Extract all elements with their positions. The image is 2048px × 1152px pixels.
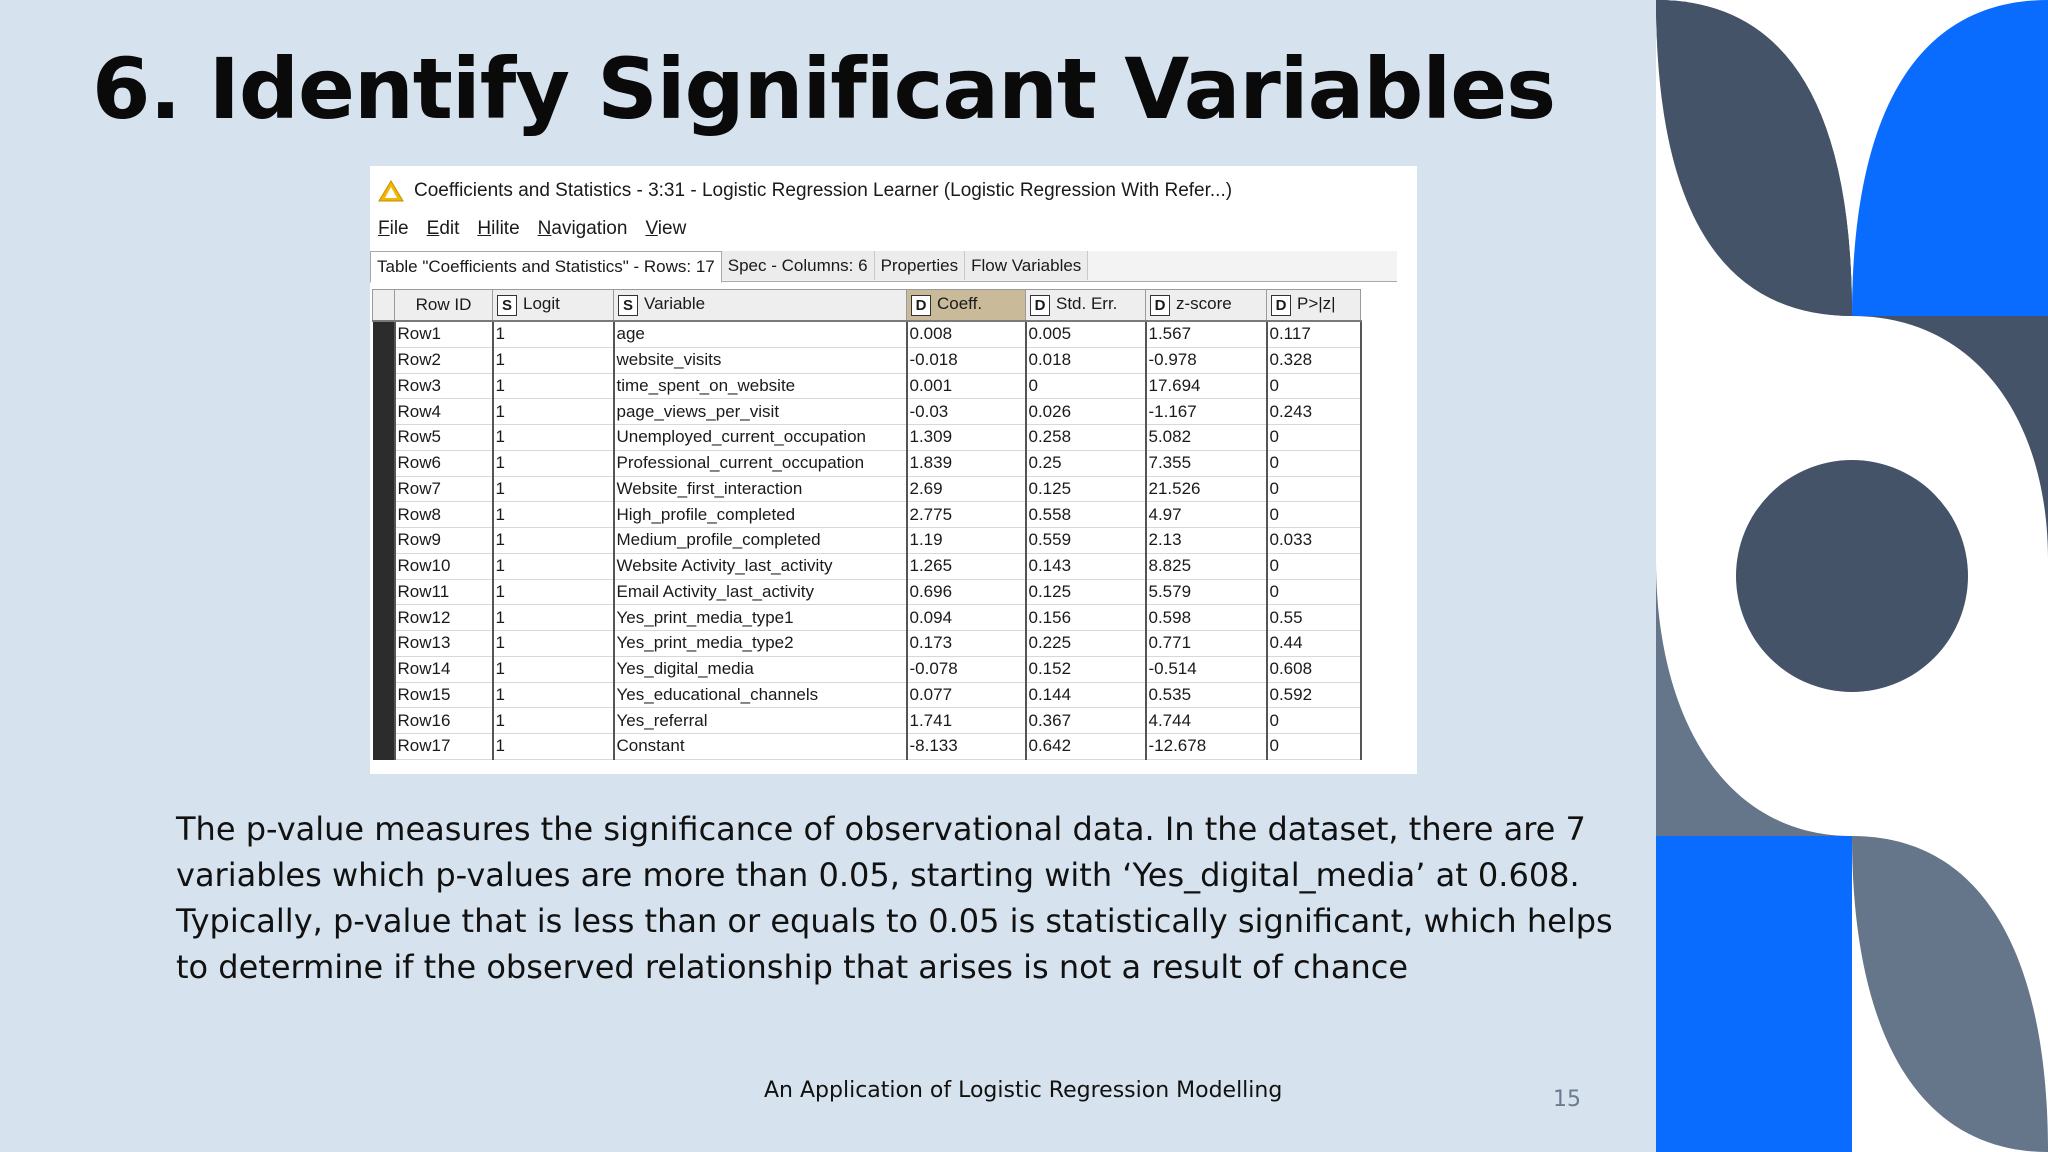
table-cell: Email Activity_last_activity <box>614 579 907 605</box>
table-cell: 0.243 <box>1267 399 1361 425</box>
table-cell: 1 <box>493 656 614 682</box>
table-cell: 0.367 <box>1026 708 1146 734</box>
table-row[interactable] <box>373 605 1361 631</box>
table-row[interactable] <box>373 450 1361 476</box>
table-cell: Unemployed_current_occupation <box>614 425 907 451</box>
table-row[interactable] <box>373 528 1361 554</box>
table-cell: 1 <box>493 373 614 399</box>
table-cell: 0 <box>1267 579 1361 605</box>
table-cell: 0.077 <box>907 682 1026 708</box>
table-cell: Row6 <box>395 450 493 476</box>
table-cell: 0.558 <box>1026 502 1146 528</box>
column-header-1[interactable] <box>493 290 614 322</box>
table-cell: 1 <box>493 579 614 605</box>
column-header-6[interactable] <box>1267 290 1361 322</box>
table-cell: 0 <box>1267 373 1361 399</box>
row-handle <box>373 631 395 657</box>
table-cell: 0.258 <box>1026 425 1146 451</box>
table-cell: 0.771 <box>1146 631 1267 657</box>
table-header <box>373 290 1361 322</box>
table-cell: -0.018 <box>907 347 1026 373</box>
table-cell: 0.125 <box>1026 579 1146 605</box>
table-cell: 0.608 <box>1267 656 1361 682</box>
row-handle <box>373 450 395 476</box>
menu-mnemonic: E <box>426 218 440 239</box>
table-cell: website_visits <box>614 347 907 373</box>
row-handle <box>373 321 395 347</box>
table-cell: 0.033 <box>1267 528 1361 554</box>
warning-icon <box>378 180 404 202</box>
table-cell: 1 <box>493 528 614 554</box>
table-cell: 0.008 <box>907 321 1026 347</box>
column-type-badge: D <box>1030 295 1050 316</box>
column-type-badge: D <box>1271 295 1291 316</box>
footer-text: An Application of Logistic Regression Modelling <box>764 1078 1283 1103</box>
column-type-badge: S <box>497 295 517 316</box>
table-cell: Row7 <box>395 476 493 502</box>
table-cell: 17.694 <box>1146 373 1267 399</box>
row-handle <box>373 734 395 760</box>
table-cell: 1 <box>493 425 614 451</box>
deco-dark-shape-top <box>1656 0 1852 316</box>
row-handle <box>373 605 395 631</box>
table-cell: 0 <box>1267 425 1361 451</box>
table-row[interactable] <box>373 399 1361 425</box>
column-header-3[interactable] <box>907 290 1026 322</box>
table-cell: 1 <box>493 631 614 657</box>
column-type-badge: D <box>1150 295 1170 316</box>
table-cell: page_views_per_visit <box>614 399 907 425</box>
table-cell: Row3 <box>395 373 493 399</box>
table-cell: 0.125 <box>1026 476 1146 502</box>
table-cell: 1.309 <box>907 425 1026 451</box>
row-handle <box>373 553 395 579</box>
menu-label: avigation <box>551 218 628 239</box>
menu-item-view[interactable] <box>645 218 686 240</box>
table-row[interactable] <box>373 708 1361 734</box>
table-cell: 1 <box>493 476 614 502</box>
table-cell: Row10 <box>395 553 493 579</box>
row-handle <box>373 708 395 734</box>
table-cell: 0.156 <box>1026 605 1146 631</box>
table-cell: Yes_digital_media <box>614 656 907 682</box>
column-header-0[interactable] <box>395 290 493 322</box>
column-label: P>|z| <box>1297 294 1336 314</box>
table-cell: -1.167 <box>1146 399 1267 425</box>
table-cell: Row4 <box>395 399 493 425</box>
column-type-badge: S <box>618 295 638 316</box>
table-row[interactable] <box>373 656 1361 682</box>
table-cell: 5.579 <box>1146 579 1267 605</box>
slide-title: 6. Identify Significant Variables <box>92 40 1556 138</box>
table-cell: 2.69 <box>907 476 1026 502</box>
table-cell: 1 <box>493 347 614 373</box>
table-cell: 0.001 <box>907 373 1026 399</box>
table-cell: Row14 <box>395 656 493 682</box>
table-view-window <box>370 166 1417 774</box>
menu-item-file[interactable] <box>378 218 409 240</box>
table-cell: Row13 <box>395 631 493 657</box>
header-corner <box>373 290 395 322</box>
table-cell: 0.144 <box>1026 682 1146 708</box>
table-cell: Row2 <box>395 347 493 373</box>
table-cell: 0.55 <box>1267 605 1361 631</box>
menu-label: dit <box>439 218 460 239</box>
body-paragraph: The p-value measures the significance of observational data. In the dataset, there are 7 variables which p-values are more than 0.05, starting with ‘Yes_digital_media’ at 0.608. Typically, p-value that is less than or equals to 0.05 is statistically significant, which helps to determine if the observed relationship that arises is not a result of chance <box>176 810 1613 986</box>
column-label: Std. Err. <box>1056 294 1118 314</box>
tab-1[interactable]: Spec - Columns: 6 <box>722 251 875 280</box>
window-title-bar <box>378 178 1232 204</box>
table-cell: -0.514 <box>1146 656 1267 682</box>
deco-grey-shape-bottom <box>1852 836 2048 1152</box>
table-cell: 0.328 <box>1267 347 1361 373</box>
deco-dark-circle <box>1736 460 1968 692</box>
table-cell: 2.775 <box>907 502 1026 528</box>
row-handle <box>373 502 395 528</box>
row-handle <box>373 682 395 708</box>
deco-blue-shape-top <box>1852 0 2048 316</box>
table-row[interactable] <box>373 682 1361 708</box>
table-row[interactable] <box>373 502 1361 528</box>
table-cell: 0 <box>1267 502 1361 528</box>
column-header-4[interactable] <box>1026 290 1146 322</box>
table-cell: Medium_profile_completed <box>614 528 907 554</box>
menu-mnemonic: N <box>537 218 552 239</box>
row-handle <box>373 425 395 451</box>
tab-0[interactable]: Table "Coefficients and Statistics" - Rows: 17 <box>370 251 722 283</box>
column-type-badge: D <box>911 295 931 316</box>
row-handle <box>373 579 395 605</box>
table-cell: 1 <box>493 682 614 708</box>
table-cell: 1.19 <box>907 528 1026 554</box>
table-cell: Row16 <box>395 708 493 734</box>
table-cell: 1 <box>493 708 614 734</box>
table-cell: -0.978 <box>1146 347 1267 373</box>
page-number: 15 <box>1553 1087 1581 1112</box>
column-label: Logit <box>523 294 560 314</box>
column-header-2[interactable] <box>614 290 907 322</box>
table-cell: 8.825 <box>1146 553 1267 579</box>
table-cell: 7.355 <box>1146 450 1267 476</box>
row-handle <box>373 347 395 373</box>
table-row[interactable] <box>373 425 1361 451</box>
table-cell: -0.078 <box>907 656 1026 682</box>
column-label: Variable <box>644 294 706 314</box>
table-cell: High_profile_completed <box>614 502 907 528</box>
menu-bar <box>378 218 704 240</box>
table-cell: 1 <box>493 399 614 425</box>
table-cell: Row11 <box>395 579 493 605</box>
row-handle <box>373 528 395 554</box>
table-cell: 0 <box>1267 450 1361 476</box>
table-cell: 1 <box>493 605 614 631</box>
row-handle <box>373 476 395 502</box>
table-cell: 0.152 <box>1026 656 1146 682</box>
table-cell: time_spent_on_website <box>614 373 907 399</box>
column-label: Coeff. <box>937 294 983 314</box>
menu-item-navigation[interactable] <box>538 218 628 240</box>
table-cell: 0.642 <box>1026 734 1146 760</box>
table-cell: 0 <box>1267 708 1361 734</box>
table-cell: 1 <box>493 734 614 760</box>
table-cell: 0.117 <box>1267 321 1361 347</box>
table-cell: Constant <box>614 734 907 760</box>
table-cell: Yes_referral <box>614 708 907 734</box>
column-header-5[interactable] <box>1146 290 1267 322</box>
row-handle <box>373 373 395 399</box>
column-label: Row ID <box>415 295 472 314</box>
table-cell: Row12 <box>395 605 493 631</box>
row-handle <box>373 399 395 425</box>
table-row[interactable] <box>373 347 1361 373</box>
table-cell: age <box>614 321 907 347</box>
menu-label: ilite <box>491 218 520 239</box>
table-cell: 0 <box>1026 373 1146 399</box>
table-cell: 1 <box>493 502 614 528</box>
decorative-panel <box>1656 0 2048 1152</box>
table-cell: Yes_print_media_type2 <box>614 631 907 657</box>
table-cell: 0.026 <box>1026 399 1146 425</box>
table-cell: Row17 <box>395 734 493 760</box>
table-cell: 0.535 <box>1146 682 1267 708</box>
menu-item-edit[interactable] <box>427 218 460 240</box>
table-row[interactable] <box>373 579 1361 605</box>
menu-mnemonic: F <box>378 218 390 239</box>
table-cell: 1.839 <box>907 450 1026 476</box>
table-cell: 2.13 <box>1146 528 1267 554</box>
menu-item-hilite[interactable] <box>477 218 519 240</box>
table-cell: 1.265 <box>907 553 1026 579</box>
table-cell: -8.133 <box>907 734 1026 760</box>
table-cell: Row15 <box>395 682 493 708</box>
table-cell: 0.592 <box>1267 682 1361 708</box>
table-cell: 5.082 <box>1146 425 1267 451</box>
row-handle <box>373 656 395 682</box>
table-cell: 1 <box>493 553 614 579</box>
table-cell: 0 <box>1267 734 1361 760</box>
data-table <box>372 289 1362 760</box>
table-row[interactable] <box>373 373 1361 399</box>
table-cell: 0.094 <box>907 605 1026 631</box>
table-row[interactable] <box>373 476 1361 502</box>
table-cell: 0.173 <box>907 631 1026 657</box>
table-cell: Row5 <box>395 425 493 451</box>
menu-label: ile <box>389 218 409 239</box>
tab-2[interactable]: Properties <box>875 251 965 280</box>
table-cell: Row8 <box>395 502 493 528</box>
table-cell: Row9 <box>395 528 493 554</box>
table-row[interactable] <box>373 631 1361 657</box>
menu-mnemonic: H <box>477 218 492 239</box>
table-cell: 0.25 <box>1026 450 1146 476</box>
menu-label: iew <box>657 218 687 239</box>
column-label: z-score <box>1176 294 1232 314</box>
table-row[interactable] <box>373 734 1361 760</box>
table-cell: -12.678 <box>1146 734 1267 760</box>
table-cell: 0.44 <box>1267 631 1361 657</box>
table-cell: 0 <box>1267 476 1361 502</box>
tab-bar <box>370 251 1397 282</box>
table-cell: 0.143 <box>1026 553 1146 579</box>
table-cell: 1.741 <box>907 708 1026 734</box>
table-cell: 0 <box>1267 553 1361 579</box>
table-cell: 1 <box>493 321 614 347</box>
table-cell: Yes_educational_channels <box>614 682 907 708</box>
table-cell: 1 <box>493 450 614 476</box>
table-cell: -0.03 <box>907 399 1026 425</box>
table-cell: Row1 <box>395 321 493 347</box>
table-cell: 4.97 <box>1146 502 1267 528</box>
table-row[interactable] <box>373 553 1361 579</box>
tab-3[interactable]: Flow Variables <box>965 251 1088 280</box>
table-cell: 0.225 <box>1026 631 1146 657</box>
table-cell: 21.526 <box>1146 476 1267 502</box>
menu-mnemonic: V <box>645 218 658 239</box>
table-cell: Professional_current_occupation <box>614 450 907 476</box>
table-cell: 0.598 <box>1146 605 1267 631</box>
table-cell: 0.696 <box>907 579 1026 605</box>
table-row[interactable] <box>373 321 1361 347</box>
table-cell: 1.567 <box>1146 321 1267 347</box>
window-title: Coefficients and Statistics - 3:31 - Logistic Regression Learner (Logistic Regression With Refer...) <box>414 180 1233 201</box>
table-cell: 0.559 <box>1026 528 1146 554</box>
table-cell: 0.005 <box>1026 321 1146 347</box>
table-cell: Website_first_interaction <box>614 476 907 502</box>
table-cell: Yes_print_media_type1 <box>614 605 907 631</box>
table-cell: 4.744 <box>1146 708 1267 734</box>
table-cell: Website Activity_last_activity <box>614 553 907 579</box>
table-cell: 0.018 <box>1026 347 1146 373</box>
